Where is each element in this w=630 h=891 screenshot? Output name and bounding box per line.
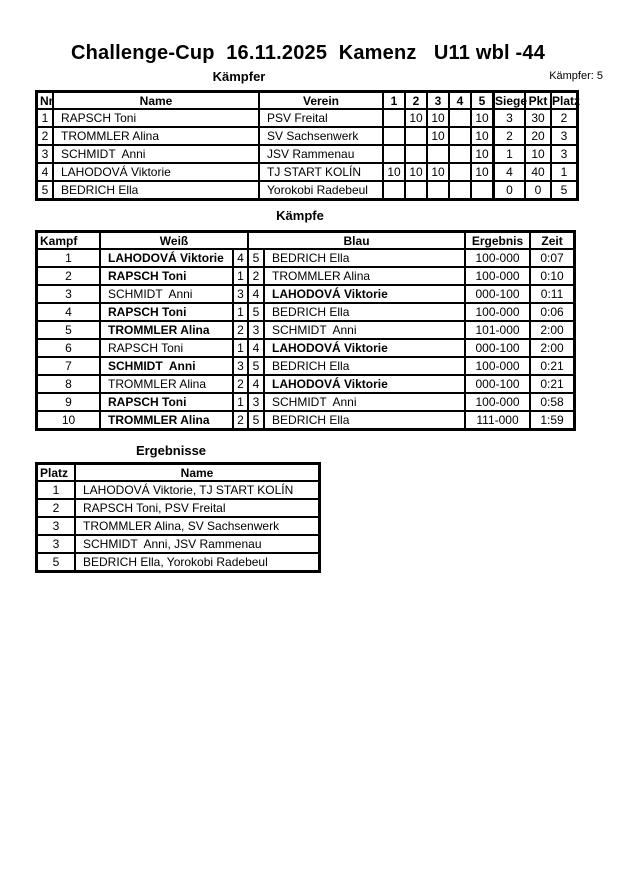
fighter-pkt: 40: [525, 163, 551, 181]
fighters-table: [35, 90, 579, 201]
result-name: RAPSCH Toni, PSV Freital: [75, 499, 319, 517]
fight-ergebnis: 111-000: [465, 411, 530, 429]
fighter-round-5: [471, 181, 493, 199]
col-header-blau: Blau: [248, 232, 465, 249]
fight-blau-name: BEDRICH Ella: [264, 249, 465, 267]
fighter-name: RAPSCH Toni: [53, 109, 259, 127]
fight-weiss-nr: 1: [233, 393, 248, 411]
fight-blau-nr: 5: [248, 357, 264, 375]
fight-zeit: 0:11: [530, 285, 574, 303]
fight-weiss-name: SCHMIDT Anni: [100, 285, 233, 303]
col-header-round-2: 2: [405, 92, 427, 109]
result-platz: 3: [37, 535, 75, 553]
fighters-table-title: Kämpfer: [212, 69, 266, 84]
col-header-verein: Verein: [259, 92, 383, 109]
fighter-round-1: 10: [383, 163, 405, 181]
fight-weiss-nr: 2: [233, 321, 248, 339]
fighter-name: BEDRICH Ella: [53, 181, 259, 199]
fight-row: [37, 303, 574, 321]
results-table: [35, 462, 321, 573]
fighter-siege: 3: [493, 109, 525, 127]
fight-blau-nr: 4: [248, 375, 264, 393]
fighter-name: TROMMLER Alina: [53, 127, 259, 145]
fight-row: [37, 375, 574, 393]
result-row: [37, 553, 319, 571]
fighter-nr: 4: [37, 163, 53, 181]
col-header-round-3: 3: [427, 92, 449, 109]
fighter-round-2: 10: [405, 163, 427, 181]
col-header-round-5: 5: [471, 92, 493, 109]
col-header-kampf: Kampf: [37, 232, 100, 249]
fight-row: [37, 267, 574, 285]
fight-nr: 8: [37, 375, 100, 393]
fight-zeit: 2:00: [530, 321, 574, 339]
result-name: BEDRICH Ella, Yorokobi Radebeul: [75, 553, 319, 571]
result-row: [37, 517, 319, 535]
fight-blau-name: SCHMIDT Anni: [264, 393, 465, 411]
fights-table: [35, 230, 576, 431]
fight-blau-nr: 2: [248, 267, 264, 285]
fight-blau-nr: 3: [248, 393, 264, 411]
fighter-platz: 2: [551, 109, 577, 127]
fighter-nr: 5: [37, 181, 53, 199]
fighter-round-5: 10: [471, 109, 493, 127]
fighter-pkt: 0: [525, 181, 551, 199]
fight-weiss-name: TROMMLER Alina: [100, 411, 233, 429]
fighter-row: [37, 109, 577, 127]
fight-weiss-nr: 3: [233, 357, 248, 375]
fight-blau-name: TROMMLER Alina: [264, 267, 465, 285]
fighter-row: [37, 163, 577, 181]
fighter-round-2: [405, 127, 427, 145]
fighter-round-4: [449, 145, 471, 163]
page-title: Challenge-Cup 16.11.2025 Kamenz U11 wbl -44: [70, 42, 546, 64]
col-header-platz: Platz: [552, 93, 581, 108]
col-header-zeit: Zeit: [530, 232, 574, 249]
fight-nr: 3: [37, 285, 100, 303]
result-platz: 1: [37, 481, 75, 499]
fighter-round-2: 10: [405, 109, 427, 127]
fighter-nr: 2: [37, 127, 53, 145]
fighter-verein: SV Sachsenwerk: [259, 127, 383, 145]
fight-ergebnis: 100-000: [465, 267, 530, 285]
result-name: LAHODOVÁ Viktorie, TJ START KOLÍN: [75, 481, 319, 499]
fights-table-title: Kämpfe: [276, 208, 324, 223]
fighter-round-3: 10: [427, 163, 449, 181]
fight-blau-name: BEDRICH Ella: [264, 411, 465, 429]
fight-row: [37, 339, 574, 357]
fight-nr: 4: [37, 303, 100, 321]
fighter-nr: 1: [37, 109, 53, 127]
result-platz: 3: [37, 517, 75, 535]
fighter-round-3: 10: [427, 127, 449, 145]
fight-weiss-name: TROMMLER Alina: [100, 321, 233, 339]
fighter-round-5: 10: [471, 127, 493, 145]
fight-ergebnis: 100-000: [465, 357, 530, 375]
fight-row: [37, 285, 574, 303]
fight-weiss-nr: 1: [233, 303, 248, 321]
fighter-verein: PSV Freital: [259, 109, 383, 127]
fight-ergebnis: 100-000: [465, 249, 530, 267]
fighter-round-5: 10: [471, 163, 493, 181]
fight-nr: 5: [37, 321, 100, 339]
fighter-round-4: [449, 127, 471, 145]
fight-blau-nr: 5: [248, 411, 264, 429]
fight-zeit: 2:00: [530, 339, 574, 357]
col-header-siege: Siege: [495, 93, 528, 108]
fight-blau-name: BEDRICH Ella: [264, 357, 465, 375]
fighter-round-3: 10: [427, 109, 449, 127]
col-header-platz: Platz: [37, 464, 75, 481]
fighter-platz: 1: [551, 163, 577, 181]
fighter-count-label: Kämpfer: 5: [549, 70, 603, 82]
fight-blau-nr: 4: [248, 339, 264, 357]
fighter-round-1: [383, 109, 405, 127]
fight-blau-nr: 5: [248, 303, 264, 321]
fight-ergebnis: 000-100: [465, 285, 530, 303]
fight-blau-nr: 3: [248, 321, 264, 339]
col-header-name: Name: [75, 464, 319, 481]
fight-zeit: 0:58: [530, 393, 574, 411]
fight-weiss-name: RAPSCH Toni: [100, 267, 233, 285]
fight-blau-name: LAHODOVÁ Viktorie: [264, 285, 465, 303]
result-platz: 2: [37, 499, 75, 517]
fight-zeit: 0:07: [530, 249, 574, 267]
fight-ergebnis: 100-000: [465, 303, 530, 321]
fight-nr: 10: [37, 411, 100, 429]
fight-blau-nr: 5: [248, 249, 264, 267]
fighter-round-1: [383, 127, 405, 145]
fight-blau-name: BEDRICH Ella: [264, 303, 465, 321]
fight-zeit: 0:21: [530, 357, 574, 375]
fight-ergebnis: 100-000: [465, 393, 530, 411]
fighter-round-5: 10: [471, 145, 493, 163]
fight-blau-nr: 4: [248, 285, 264, 303]
fight-weiss-name: TROMMLER Alina: [100, 375, 233, 393]
fight-row: [37, 357, 574, 375]
fighter-verein: JSV Rammenau: [259, 145, 383, 163]
col-header-round-4: 4: [449, 92, 471, 109]
fight-weiss-name: RAPSCH Toni: [100, 303, 233, 321]
fight-nr: 7: [37, 357, 100, 375]
fight-weiss-name: SCHMIDT Anni: [100, 357, 233, 375]
fight-nr: 6: [37, 339, 100, 357]
fight-zeit: 0:10: [530, 267, 574, 285]
fighter-round-4: [449, 163, 471, 181]
result-row: [37, 535, 319, 553]
results-table-title: Ergebnisse: [135, 443, 207, 458]
fighter-siege: 0: [493, 181, 525, 199]
fight-zeit: 0:06: [530, 303, 574, 321]
fight-weiss-nr: 3: [233, 285, 248, 303]
fight-nr: 2: [37, 267, 100, 285]
fighter-row: [37, 127, 577, 145]
fighter-nr: 3: [37, 145, 53, 163]
col-header-pkt: Pkt: [525, 92, 551, 109]
results-header-row: [37, 464, 319, 481]
result-row: [37, 481, 319, 499]
result-platz: 5: [37, 553, 75, 571]
fight-weiss-nr: 2: [233, 375, 248, 393]
fighter-round-1: [383, 145, 405, 163]
fight-row: [37, 249, 574, 267]
fighter-round-4: [449, 181, 471, 199]
fighter-round-3: [427, 145, 449, 163]
fighter-verein: TJ START KOLÍN: [259, 163, 383, 181]
fighter-round-4: [449, 109, 471, 127]
fighter-round-3: [427, 181, 449, 199]
fighter-platz: 3: [551, 145, 577, 163]
fighter-pkt: 20: [525, 127, 551, 145]
fight-blau-name: LAHODOVÁ Viktorie: [264, 375, 465, 393]
col-header-name: Name: [53, 92, 259, 109]
col-header-nr: Nr: [37, 92, 53, 109]
fighter-platz: 5: [551, 181, 577, 199]
result-name: SCHMIDT Anni, JSV Rammenau: [75, 535, 319, 553]
fighter-round-2: [405, 181, 427, 199]
fight-row: [37, 411, 574, 429]
fighter-name: SCHMIDT Anni: [53, 145, 259, 163]
fight-ergebnis: 101-000: [465, 321, 530, 339]
fighters-header-row: [37, 92, 577, 109]
fighter-name: LAHODOVÁ Viktorie: [53, 163, 259, 181]
fight-row: [37, 321, 574, 339]
fight-weiss-nr: 4: [233, 249, 248, 267]
fighter-siege: 1: [493, 145, 525, 163]
fight-weiss-nr: 1: [233, 339, 248, 357]
fights-header-row: [37, 232, 574, 249]
fight-ergebnis: 000-100: [465, 375, 530, 393]
col-header-ergebnis: Ergebnis: [465, 232, 530, 249]
fight-nr: 1: [37, 249, 100, 267]
fight-ergebnis: 000-100: [465, 339, 530, 357]
fight-weiss-name: LAHODOVÁ Viktorie: [100, 249, 233, 267]
fight-weiss-name: RAPSCH Toni: [100, 393, 233, 411]
fight-weiss-nr: 2: [233, 411, 248, 429]
fight-nr: 9: [37, 393, 100, 411]
fighter-pkt: 30: [525, 109, 551, 127]
fight-weiss-nr: 1: [233, 267, 248, 285]
fight-row: [37, 393, 574, 411]
fighter-pkt: 10: [525, 145, 551, 163]
fight-zeit: 0:21: [530, 375, 574, 393]
fight-blau-name: SCHMIDT Anni: [264, 321, 465, 339]
fight-weiss-name: RAPSCH Toni: [100, 339, 233, 357]
fighter-row: [37, 145, 577, 163]
fighter-siege: 4: [493, 163, 525, 181]
fighter-verein: Yorokobi Radebeul: [259, 181, 383, 199]
fighter-row: [37, 181, 577, 199]
col-header-round-1: 1: [383, 92, 405, 109]
col-header-weiss: Weiß: [100, 232, 248, 249]
fighter-siege: 2: [493, 127, 525, 145]
fight-blau-name: LAHODOVÁ Viktorie: [264, 339, 465, 357]
fighter-round-1: [383, 181, 405, 199]
fight-zeit: 1:59: [530, 411, 574, 429]
result-row: [37, 499, 319, 517]
result-name: TROMMLER Alina, SV Sachsenwerk: [75, 517, 319, 535]
fighter-round-2: [405, 145, 427, 163]
fighter-platz: 3: [551, 127, 577, 145]
